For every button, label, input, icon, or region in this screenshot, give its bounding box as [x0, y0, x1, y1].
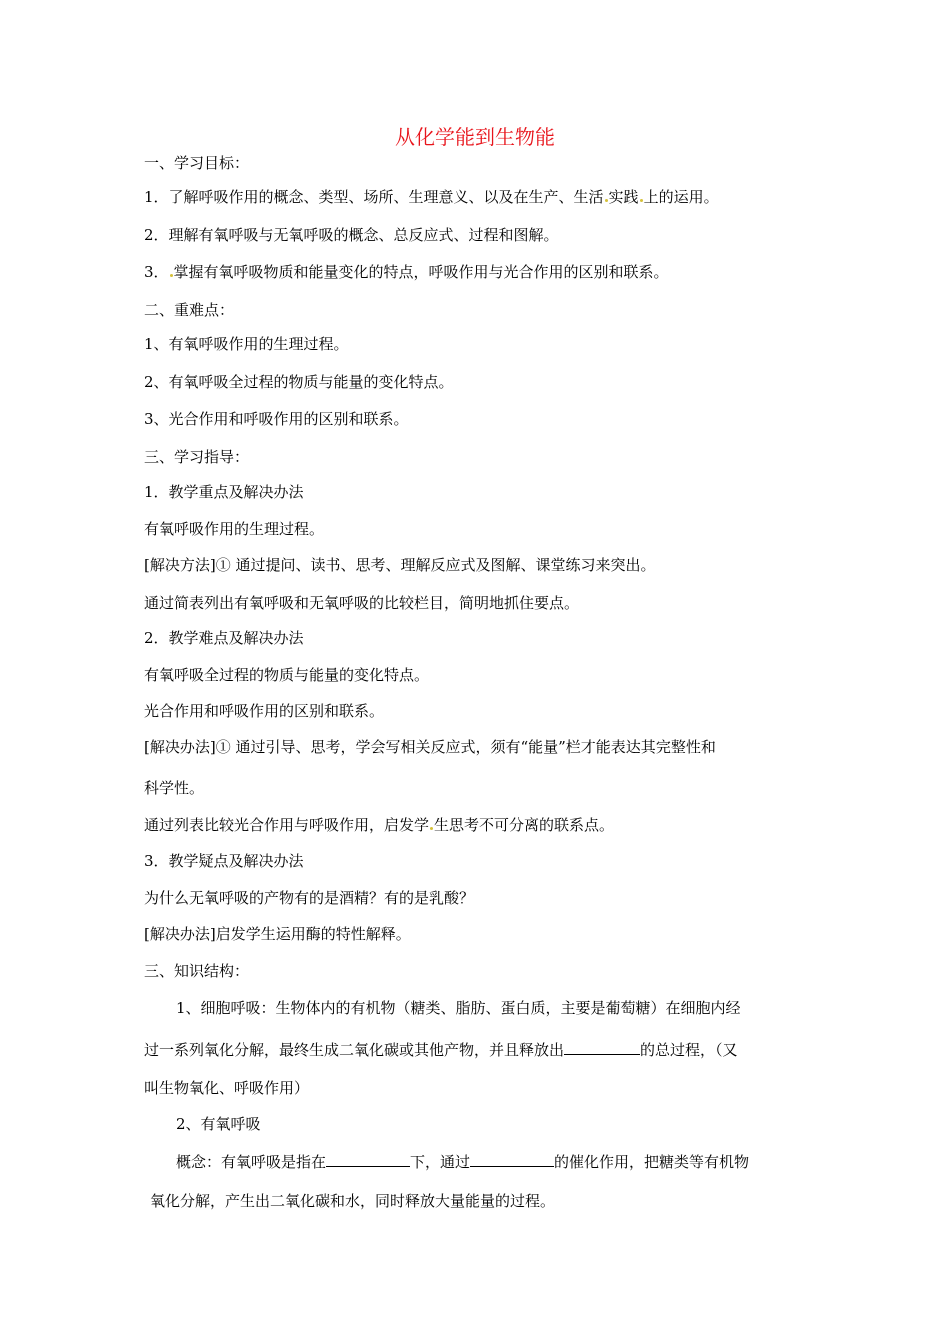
guidance-text: [解决办法]启发学生运用酶的特性解释。	[144, 925, 411, 943]
section-heading-knowledge: 三、知识结构：	[144, 962, 250, 980]
guidance-heading-2: 2．教学难点及解决办法	[144, 629, 304, 647]
guidance-text: 光合作用和呼吸作用的区别和联系。	[144, 702, 385, 720]
objective-item-2: 2．理解有氧呼吸与无氧呼吸的概念、总反应式、过程和图解。	[144, 226, 559, 244]
knowledge-text: 过一系列氧化分解，最终生成二氧化碳或其他产物，并且释放出 的总过程，（又	[144, 1038, 738, 1061]
guidance-text: 为什么无氧呼吸的产物有的是酒精？有的是乳酸？	[144, 889, 475, 907]
fill-blank	[564, 1038, 640, 1055]
annotation-mark	[430, 827, 433, 830]
guidance-heading-3: 3．教学疑点及解决办法	[144, 852, 304, 870]
knowledge-text: 氧化分解，产生出二氧化碳和水，同时释放大量能量的过程。	[150, 1192, 556, 1210]
key-point-1: 1、有氧呼吸作用的生理过程。	[144, 335, 349, 353]
guidance-text: [解决方法]① 通过提问、读书、思考、理解反应式及图解、课堂练习来突出。	[144, 556, 656, 574]
fill-blank	[326, 1150, 410, 1167]
guidance-heading-1: 1．教学重点及解决办法	[144, 483, 304, 501]
key-point-3: 3、光合作用和呼吸作用的区别和联系。	[144, 410, 409, 428]
knowledge-subheading: 2、有氧呼吸	[176, 1115, 261, 1133]
guidance-text: 有氧呼吸作用的生理过程。	[144, 520, 325, 538]
guidance-text: 有氧呼吸全过程的物质与能量的变化特点。	[144, 666, 430, 684]
guidance-text: 通过简表列出有氧呼吸和无氧呼吸的比较栏目，简明地抓住要点。	[144, 594, 580, 612]
key-point-2: 2、有氧呼吸全过程的物质与能量的变化特点。	[144, 373, 454, 391]
objective-item-1: 1．了解呼吸作用的概念、类型、场所、生理意义、以及在生产、生活 实践 上的运用。	[144, 188, 719, 206]
guidance-text: [解决办法]① 通过引导、思考，学会写相关反应式，须有“能量”栏才能表达其完整性和	[144, 738, 716, 756]
document-title: 从化学能到生物能	[395, 125, 555, 149]
guidance-text: 通过列表比较光合作用与呼吸作用，启发学 生思考不可分离的联系点。	[144, 816, 615, 834]
objective-item-3: 3． 掌握有氧呼吸物质和能量变化的特点，呼吸作用与光合作用的区别和联系。	[144, 263, 669, 281]
annotation-mark	[170, 274, 173, 277]
knowledge-text: 叫生物氧化、呼吸作用）	[144, 1079, 310, 1097]
annotation-mark	[605, 199, 608, 202]
fill-blank	[470, 1150, 554, 1167]
section-heading-objectives: 一、学习目标：	[144, 154, 250, 172]
annotation-mark	[640, 199, 643, 202]
knowledge-text: 概念：有氧呼吸是指在 下，通过 的催化作用，把糖类等有机物	[176, 1150, 749, 1173]
section-heading-key-points: 二、重难点：	[144, 301, 235, 319]
section-heading-guidance: 三、学习指导：	[144, 448, 250, 466]
guidance-text: 科学性。	[144, 779, 205, 797]
knowledge-text: 1、细胞呼吸：生物体内的有机物（糖类、脂肪、蛋白质，主要是葡萄糖）在细胞内经	[176, 999, 741, 1017]
